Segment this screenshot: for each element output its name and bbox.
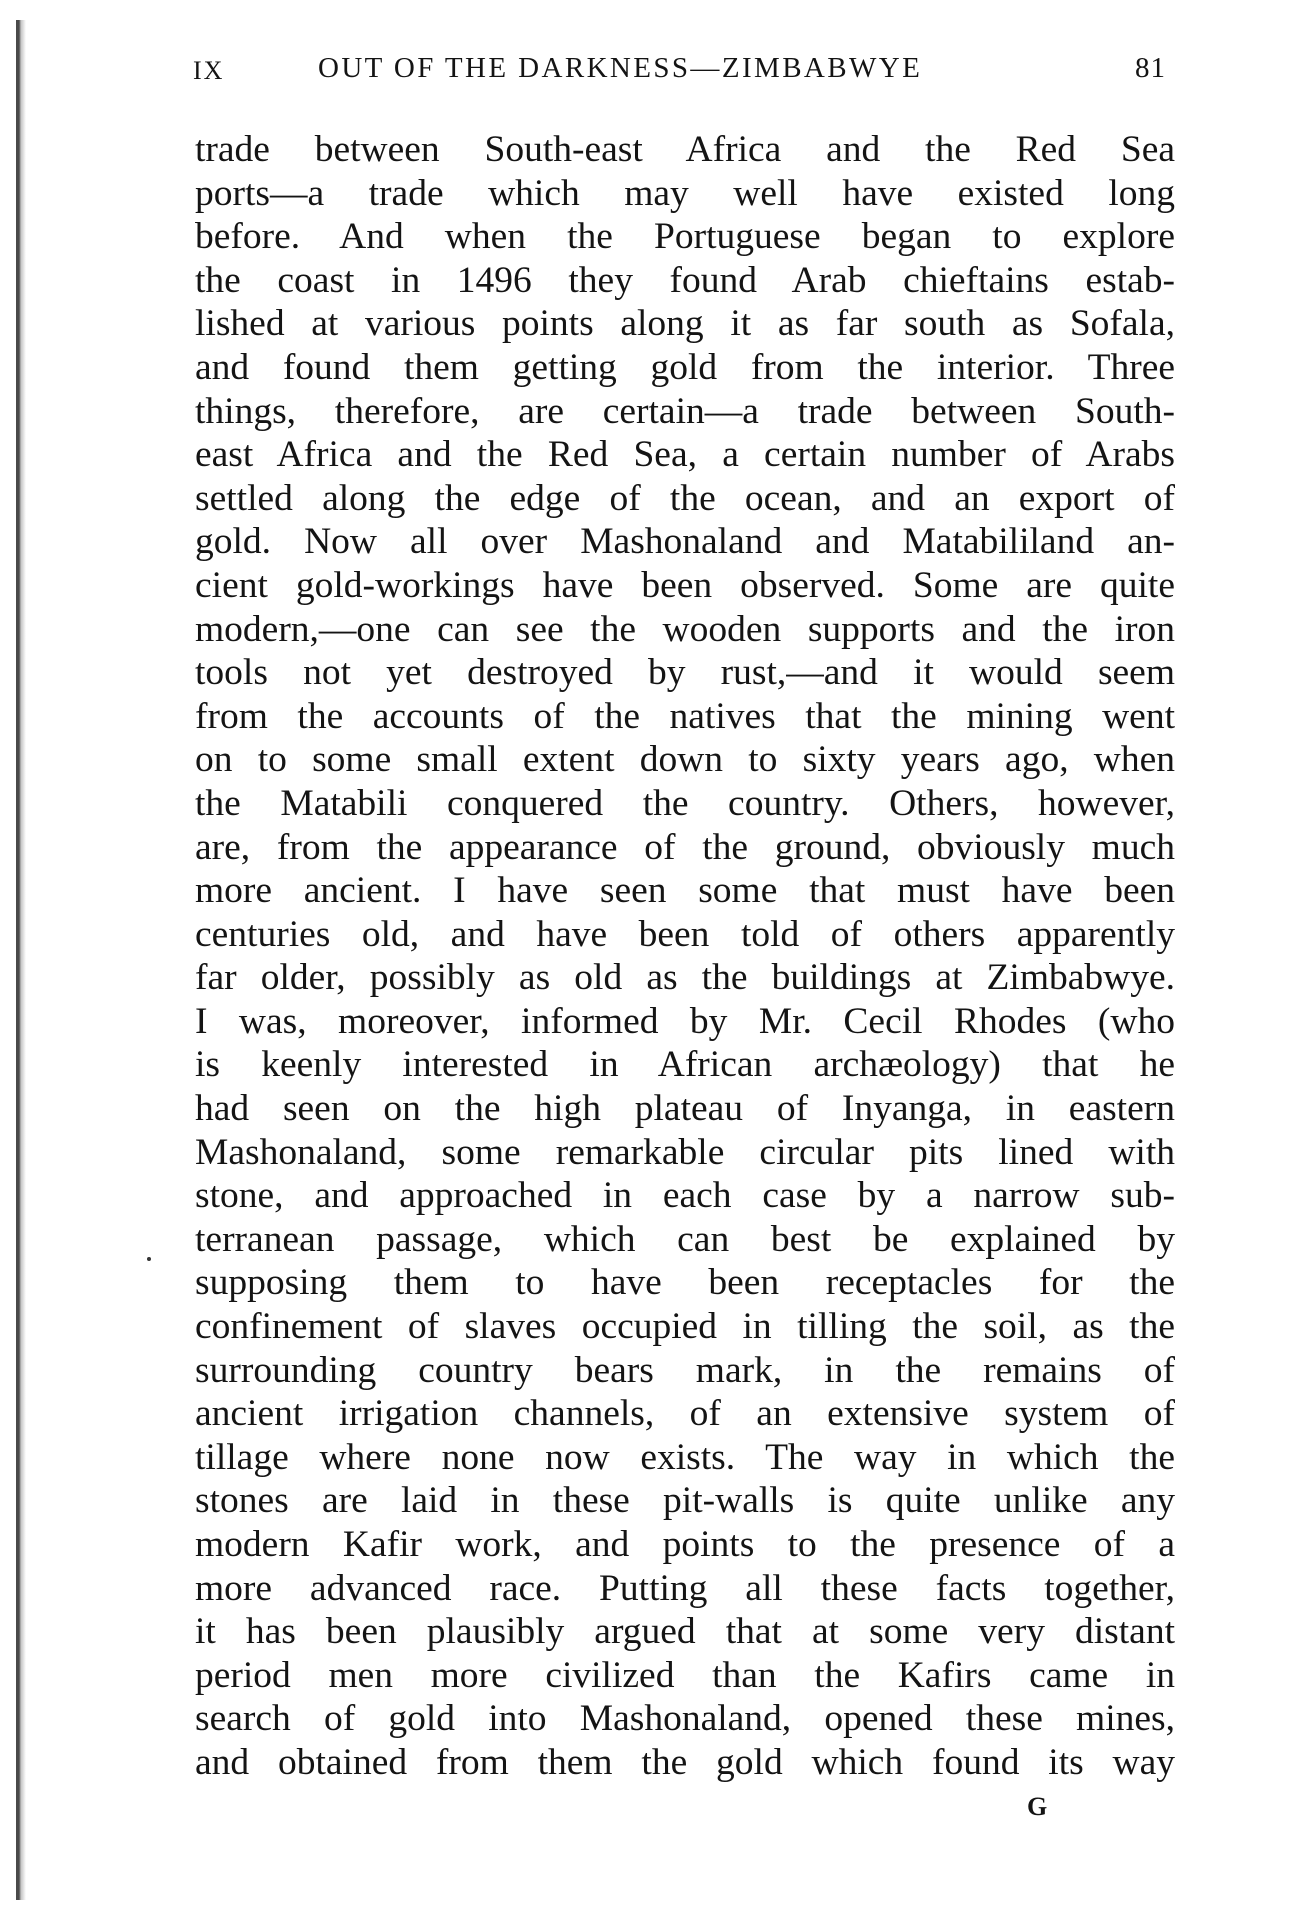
text-line: from the accounts of the natives that the mining went [195, 695, 1175, 737]
page-binding-edge [16, 20, 26, 1900]
text-line: period men more civilized than the Kafirs came in [195, 1654, 1175, 1696]
text-line: gold. Now all over Mashonaland and Matabililand an- [195, 521, 1175, 563]
text-line: modern Kafir work, and points to the presence of a [195, 1524, 1175, 1565]
signature-mark: G [1027, 1792, 1048, 1821]
text-line: had seen on the high plateau of Inyanga, in eastern [195, 1088, 1175, 1130]
text-line: Mashonaland, some remarkable circular pits lined with [195, 1131, 1175, 1173]
running-header [0, 52, 1315, 102]
text-line: east Africa and the Red Sea, a certain number of Arabs [195, 434, 1175, 476]
text-line: more ancient. I have seen some that must have been [195, 870, 1175, 912]
text-line: stone, and approached in each case by a narrow sub- [195, 1175, 1175, 1217]
text-line: the Matabili conquered the country. Others, however, [195, 782, 1175, 824]
text-line: lished at various points along it as far south as Sofala, [195, 303, 1175, 345]
text-line: before. And when the Portuguese began to explore [195, 216, 1175, 258]
text-line: more advanced race. Putting all these facts together, [195, 1567, 1175, 1609]
text-line: the coast in 1496 they found Arab chieftains estab- [195, 259, 1175, 301]
text-line: confinement of slaves occupied in tilling the soil, as the [195, 1306, 1175, 1348]
text-line: surrounding country bears mark, in the remains of [195, 1349, 1175, 1391]
text-line: and found them getting gold from the interior. Three [195, 346, 1175, 388]
text-line: trade between South-east Africa and the Red Sea [195, 129, 1175, 170]
body-text [195, 128, 1175, 1785]
text-line: and obtained from them the gold which found its way [195, 1741, 1175, 1783]
text-line: tillage where none now exists. The way in which the [195, 1436, 1175, 1478]
text-line: are, from the appearance of the ground, obviously much [195, 826, 1175, 868]
running-title: OUT OF THE DARKNESS—ZIMBABWYE [318, 52, 923, 84]
text-line: search of gold into Mashonaland, opened these mines, [195, 1698, 1175, 1740]
chapter-number: IX [193, 56, 225, 85]
text-line: cient gold-workings have been observed. Some are quite [195, 564, 1175, 606]
text-line: ancient irrigation channels, of an extensive system of [195, 1393, 1175, 1435]
print-speck [147, 1257, 151, 1261]
text-line: terranean passage, which can best be explained by [195, 1218, 1175, 1260]
text-line: is keenly interested in African archæology) that he [195, 1044, 1175, 1086]
text-line: modern,—one can see the wooden supports and the iron [195, 608, 1175, 650]
text-line: centuries old, and have been told of others apparently [195, 913, 1175, 955]
text-line: stones are laid in these pit-walls is quite unlike any [195, 1480, 1175, 1522]
page-number: 81 [1135, 52, 1166, 84]
text-line: on to some small extent down to sixty years ago, when [195, 739, 1175, 781]
text-line: tools not yet destroyed by rust,—and it would seem [195, 652, 1175, 694]
text-line: I was, moreover, informed by Mr. Cecil Rhodes (who [195, 1000, 1175, 1042]
text-line: supposing them to have been receptacles for the [195, 1262, 1175, 1304]
text-line: settled along the edge of the ocean, and an export of [195, 477, 1175, 519]
text-line: things, therefore, are certain—a trade between South- [195, 390, 1175, 432]
text-line: far older, possibly as old as the buildings at Zimbabwye. [195, 957, 1175, 999]
text-line: it has been plausibly argued that at some very distant [195, 1611, 1175, 1653]
text-line: ports—a trade which may well have existed long [195, 172, 1175, 214]
